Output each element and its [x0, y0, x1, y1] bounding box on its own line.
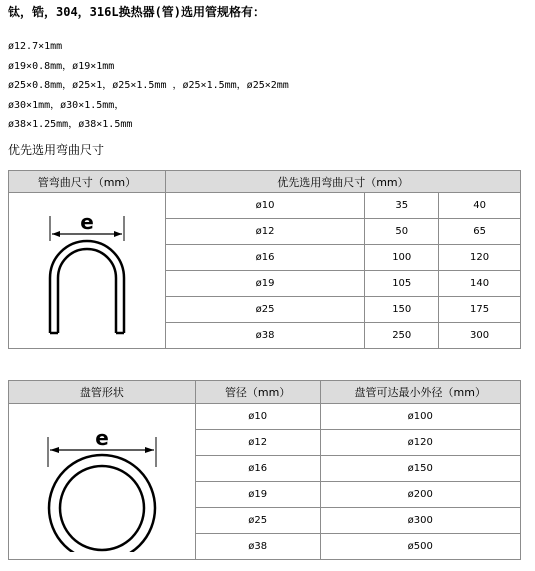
- spec-line: ø30×1mm，ø30×1.5mm，: [8, 99, 125, 111]
- header-coil-shape: 盘管形状: [9, 381, 196, 404]
- spec-line: ø19×0.8mm，ø19×1mm: [8, 60, 115, 72]
- spec-list: [8, 37, 289, 135]
- cell-diameter: ø12: [195, 430, 320, 456]
- header-preferred-bend-size: 优先选用弯曲尺寸（mm）: [165, 171, 520, 193]
- cell-min-diameter: ø200: [320, 482, 520, 508]
- cell-diameter: ø38: [165, 323, 364, 349]
- spec-line: ø38×1.25mm，ø38×1.5mm: [8, 119, 133, 130]
- cell-diameter: ø16: [165, 245, 364, 271]
- cell-value: 35: [365, 193, 439, 219]
- coil-ring-icon: [37, 412, 167, 552]
- spec-line: ø12.7×1mm: [8, 41, 63, 52]
- cell-value: 50: [365, 219, 439, 245]
- section-subtitle: 优先选用弯曲尺寸: [8, 143, 105, 157]
- cell-value: 175: [439, 297, 521, 323]
- cell-value: 100: [365, 245, 439, 271]
- cell-diameter: ø19: [195, 482, 320, 508]
- cell-diameter: ø19: [165, 271, 364, 297]
- u-bend-diagram: [9, 193, 166, 349]
- cell-value: 65: [439, 219, 521, 245]
- cell-diameter: ø12: [165, 219, 364, 245]
- cell-diameter: ø38: [195, 534, 320, 560]
- cell-value: 120: [439, 245, 521, 271]
- cell-value: 150: [365, 297, 439, 323]
- header-min-coil-diameter: 盘管可达最小外径（mm）: [320, 381, 520, 404]
- spec-line: ø25×0.8mm，ø25×1，ø25×1.5mm ，ø25×1.5mm，ø25×2mm: [8, 80, 289, 91]
- cell-min-diameter: ø120: [320, 430, 520, 456]
- cell-min-diameter: ø100: [320, 404, 520, 430]
- cell-diameter: ø10: [195, 404, 320, 430]
- cell-diameter: ø25: [165, 297, 364, 323]
- header-bend-size: 管弯曲尺寸（mm）: [9, 171, 166, 193]
- cell-value: 250: [365, 323, 439, 349]
- cell-value: 300: [439, 323, 521, 349]
- diagram-label-e: e: [80, 209, 94, 234]
- cell-value: 105: [365, 271, 439, 297]
- diagram-label-e: e: [95, 425, 109, 450]
- coil-diagram: [9, 404, 196, 560]
- header-tube-diameter: 管径（mm）: [195, 381, 320, 404]
- cell-diameter: ø16: [195, 456, 320, 482]
- cell-diameter: ø25: [195, 508, 320, 534]
- u-bend-icon: [32, 201, 142, 341]
- cell-min-diameter: ø300: [320, 508, 520, 534]
- cell-min-diameter: ø500: [320, 534, 520, 560]
- cell-diameter: ø10: [165, 193, 364, 219]
- page-title: 钛，锆，304，316L换热器(管)选用管规格有：: [8, 5, 266, 19]
- coil-table: [8, 380, 521, 560]
- bend-size-table: [8, 170, 521, 349]
- cell-value: 40: [439, 193, 521, 219]
- cell-min-diameter: ø150: [320, 456, 520, 482]
- cell-value: 140: [439, 271, 521, 297]
